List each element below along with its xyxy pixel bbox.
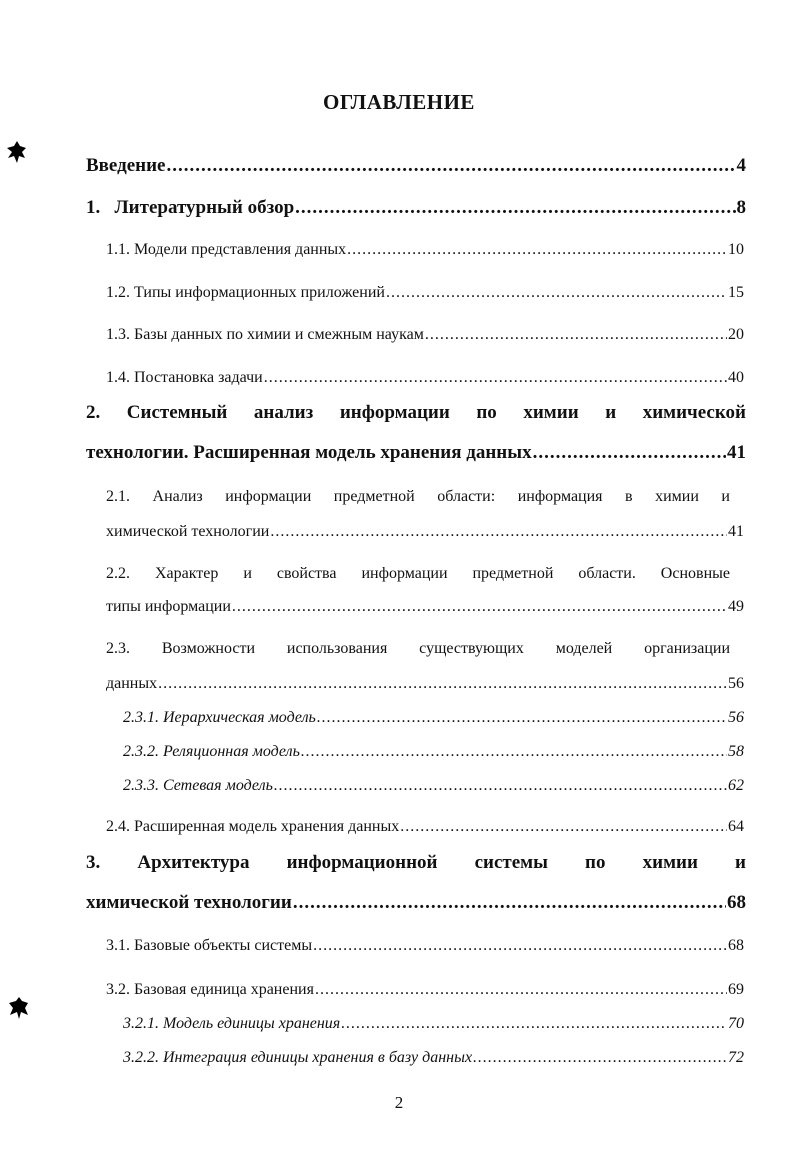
toc-label: 1.3. Базы данных по химии и смежным наукам [106, 326, 424, 343]
toc-page-number: 20 [728, 326, 744, 343]
toc-label: 2.3.2. Реляционная модель [123, 743, 300, 760]
toc-page-number: 41 [727, 442, 746, 463]
dot-leader [295, 197, 735, 219]
toc-entry-chapter-2-line1[interactable]: 2. Системный анализ информации по химии и химической [86, 402, 746, 423]
dot-leader [270, 523, 727, 541]
toc-page-number: 4 [736, 155, 746, 176]
toc-entry-3-2-1[interactable] [123, 1015, 744, 1033]
toc-label: 2.3.3. Сетевая модель [123, 777, 273, 794]
dot-leader [293, 892, 726, 914]
dot-leader [232, 598, 727, 616]
dot-leader [400, 818, 727, 836]
toc-label: 2.4. Расширенная модель хранения данных [106, 818, 400, 835]
toc-entry-2-1-line1[interactable]: 2.1. Анализ информации предметной области: информация в химии и [106, 488, 730, 505]
toc-entry-3-2[interactable] [106, 981, 744, 999]
page-title: ОГЛАВЛЕНИЕ [323, 90, 475, 114]
toc-page-number: 49 [728, 598, 744, 615]
toc-page-number: 58 [728, 743, 744, 760]
toc-label: типы информации [106, 598, 231, 615]
toc-entry-2-2[interactable] [106, 598, 744, 616]
toc-page-number: 8 [736, 197, 746, 218]
toc-label: Введение [86, 155, 166, 176]
dot-leader [158, 675, 727, 693]
dot-leader [473, 1049, 727, 1067]
toc-page-number: 62 [728, 777, 744, 794]
toc-entry-2-3[interactable] [106, 675, 744, 693]
toc-entry-1-2[interactable] [106, 284, 744, 302]
toc-entry-2-3-3[interactable] [123, 777, 744, 795]
toc-entry-2-1[interactable] [106, 523, 744, 541]
toc-label: данных [106, 675, 158, 692]
toc-label: 3.2.1. Модель единицы хранения [123, 1015, 341, 1032]
scan-blot-icon [8, 996, 30, 1020]
toc-label: 3.2.2. Интеграция единицы хранения в базу данных [123, 1049, 473, 1066]
toc-entry-intro[interactable] [86, 155, 746, 177]
toc-label: 2.3.1. Иерархическая модель [123, 709, 316, 726]
toc-label: технологии. Расширенная модель хранения данных [86, 442, 532, 463]
dot-leader [301, 743, 727, 761]
toc-entry-1-4[interactable] [106, 369, 744, 387]
toc-label: 1.2. Типы информационных приложений [106, 284, 385, 301]
dot-leader [167, 155, 736, 177]
toc-page-number: 56 [728, 709, 744, 726]
dot-leader [274, 777, 727, 795]
dot-leader [425, 326, 727, 344]
dot-leader [317, 709, 727, 727]
toc-entry-2-2-line1[interactable]: 2.2. Характер и свойства информации предметной области. Основные [106, 565, 730, 582]
toc-label: химической технологии [106, 523, 270, 540]
dot-leader [533, 442, 726, 464]
toc-entry-2-3-2[interactable] [123, 743, 744, 761]
toc-entry-2-4[interactable] [106, 818, 744, 836]
toc-label: химической технологии [86, 892, 292, 913]
dot-leader [264, 369, 727, 387]
toc-entry-1-1[interactable] [106, 241, 744, 259]
toc-page-number: 64 [728, 818, 744, 835]
toc-page-number: 72 [728, 1049, 744, 1066]
toc-page-number: 68 [727, 892, 746, 913]
page-number: 2 [394, 1093, 404, 1112]
toc-entry-1-3[interactable] [106, 326, 744, 344]
toc-entry-chapter-1[interactable] [86, 197, 746, 219]
dot-leader [315, 981, 727, 999]
toc-label: 3.2. Базовая единица хранения [106, 981, 314, 998]
toc-page-number: 10 [728, 241, 744, 258]
toc-label: 1.1. Модели представления данных [106, 241, 347, 258]
toc-label: 1.4. Постановка задачи [106, 369, 263, 386]
toc-entry-3-1[interactable] [106, 937, 744, 955]
dot-leader [347, 241, 727, 259]
dot-leader [341, 1015, 727, 1033]
toc-label: 1. Литературный обзор [86, 197, 295, 218]
toc-entry-chapter-2[interactable] [86, 442, 746, 464]
toc-entry-chapter-3-line1[interactable]: 3. Архитектура информационной системы по химии и [86, 852, 746, 873]
toc-entry-3-2-2[interactable] [123, 1049, 744, 1067]
toc-page-number: 69 [728, 981, 744, 998]
toc-page-number: 41 [728, 523, 744, 540]
dot-leader [313, 937, 727, 955]
toc-entry-2-3-line1[interactable]: 2.3. Возможности использования существующих моделей организации [106, 640, 730, 657]
dot-leader [386, 284, 727, 302]
toc-page-number: 15 [728, 284, 744, 301]
toc-entry-2-3-1[interactable] [123, 709, 744, 727]
toc-entry-chapter-3[interactable] [86, 892, 746, 914]
scan-blot-icon [6, 140, 28, 164]
toc-page-number: 40 [728, 369, 744, 386]
toc-page-number: 56 [728, 675, 744, 692]
toc-page-number: 70 [728, 1015, 744, 1032]
toc-page-number: 68 [728, 937, 744, 954]
toc-label: 3.1. Базовые объекты системы [106, 937, 313, 954]
